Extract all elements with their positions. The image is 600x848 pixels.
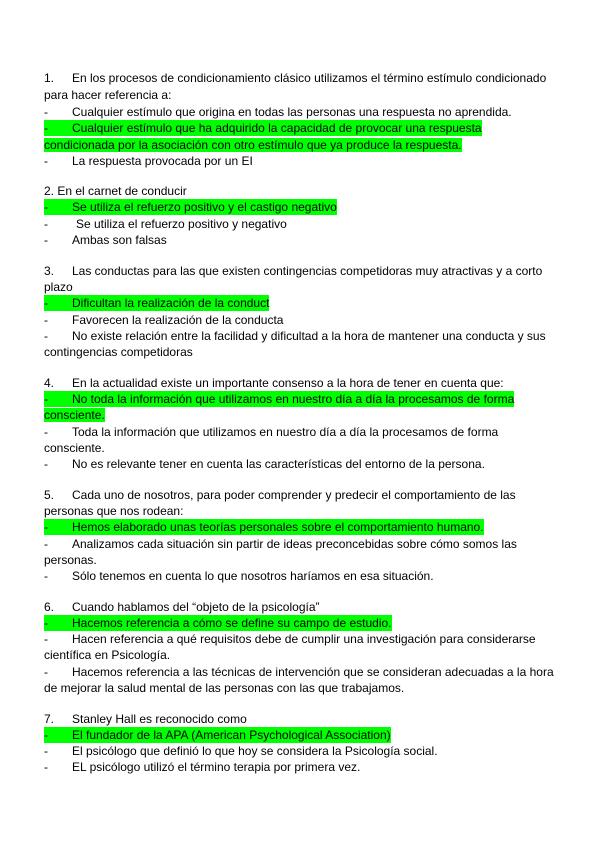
option-text: Ambas son falsas <box>72 233 167 247</box>
option-text: Toda la información que utilizamos en nuestro día a día la procesamos de forma <box>72 425 499 439</box>
option-text: consciente. <box>44 441 105 455</box>
bullet-marker: - <box>44 313 48 327</box>
bullet-marker: - <box>44 233 48 247</box>
bullet-marker: - <box>44 727 72 743</box>
q1-stem-cont <box>44 87 171 103</box>
option-text: Hacemos referencia a las técnicas de intervención que se consideran adecuadas a la hora <box>72 665 554 679</box>
option-text: Se utiliza el refuerzo positivo y negativo <box>76 217 287 231</box>
option-text: No existe relación entre la facilidad y dificultad a la hora de mantener una conducta y sus <box>72 329 546 343</box>
q5-option-b-cont <box>44 552 97 568</box>
option-text: Analizamos cada situación sin partir de ideas preconcebidas sobre cómo somos las <box>72 537 517 551</box>
bullet-marker: - <box>44 457 48 471</box>
q5-stem-cont <box>44 503 183 519</box>
bullet-marker: - <box>44 569 48 583</box>
q5-number: 5. <box>44 488 55 502</box>
bullet-marker: - <box>44 154 48 168</box>
option-text-highlighted: condicionada por la asociación con otro estímulo que ya produce la respuesta. <box>44 138 462 152</box>
q7-number: 7. <box>44 712 55 726</box>
option-text: El psicólogo que definió lo que hoy se considera la Psicología social. <box>72 744 438 758</box>
q4-stem-line: En la actualidad existe un importante consenso a la hora de tener en cuenta que: <box>72 376 504 390</box>
q1-option-b-cont <box>44 137 462 153</box>
bullet-marker: - <box>44 519 72 535</box>
bullet-marker: - <box>44 744 48 758</box>
option-text-highlighted: No toda la información que utilizamos en nuestro día a día la procesamos de forma <box>72 392 515 406</box>
option-text-highlighted: Se utiliza el refuerzo positivo y el castigo negativo <box>72 200 337 214</box>
q5-stem-line: Cada uno de nosotros, para poder comprender y predecir el comportamiento de las <box>72 488 516 502</box>
bullet-marker: - <box>44 425 48 439</box>
q4-number: 4. <box>44 376 55 390</box>
option-text-highlighted: Cualquier estímulo que ha adquirido la capacidad de provocar una respuesta <box>72 121 482 135</box>
q1-number: 1. <box>44 71 55 85</box>
option-text-highlighted: Hacemos referencia a cómo se define su campo de estudio. <box>72 616 392 630</box>
q3-number: 3. <box>44 264 55 278</box>
bullet-marker: - <box>44 329 48 343</box>
bullet-marker: - <box>44 217 48 231</box>
bullet-marker: - <box>44 615 72 631</box>
q2-stem-line: En el carnet de conducir <box>57 184 187 198</box>
bullet-marker: - <box>44 537 48 551</box>
q3-option-c-cont <box>44 344 193 360</box>
q2-stem <box>44 183 187 199</box>
bullet-marker: - <box>44 295 72 311</box>
q1-stem-line: En los procesos de condicionamiento clásico utilizamos el término estímulo condicionado <box>72 71 547 85</box>
option-text: científica en Psicología. <box>44 648 171 662</box>
bullet-marker: - <box>44 632 48 646</box>
q4-option-b-cont <box>44 440 105 456</box>
option-text: de mejorar la salud mental de las personas con las que trabajamos. <box>44 681 405 695</box>
bullet-marker: - <box>44 665 48 679</box>
q3-stem-cont <box>44 279 73 295</box>
option-text: Favorecen la realización de la conducta <box>72 313 284 327</box>
q2-number: 2. <box>44 184 55 198</box>
q3-stem-line: Las conductas para las que existen contingencias competidoras muy atractivas y a corto <box>72 264 543 278</box>
q1-stem-line: para hacer referencia a: <box>44 88 172 102</box>
q4-option-a-cont <box>44 407 105 423</box>
option-text: Sólo tenemos en cuenta lo que nosotros haríamos en esa situación. <box>72 569 434 583</box>
option-text-highlighted: consciente. <box>44 408 105 422</box>
bullet-marker: - <box>44 105 48 119</box>
option-text: No es relevante tener en cuenta las características del entorno de la persona. <box>72 457 485 471</box>
option-text-highlighted: Hemos elaborado unas teorías personales sobre el comportamiento humano. <box>72 520 484 534</box>
bullet-marker: - <box>44 120 72 136</box>
q6-number: 6. <box>44 600 55 614</box>
q3-stem-line: plazo <box>44 280 73 294</box>
option-text: contingencias competidoras <box>44 345 193 359</box>
option-text: La respuesta provocada por un EI <box>72 154 253 168</box>
option-text: EL psicólogo utilizó el término terapia por primera vez. <box>72 760 361 774</box>
bullet-marker: - <box>44 199 72 215</box>
option-text: personas. <box>44 553 97 567</box>
bullet-marker: - <box>44 760 48 774</box>
q5-stem-line: personas que nos rodean: <box>44 504 184 518</box>
q1-option-b <box>44 120 488 136</box>
q6-option-c-cont <box>44 680 404 696</box>
option-text-highlighted: El fundador de la APA (American Psychological Association) <box>72 728 391 742</box>
option-text-highlighted: Dificultan la realización de la conduct <box>72 296 270 310</box>
q7-stem-line: Stanley Hall es reconocido como <box>72 712 247 726</box>
q6-option-b-cont <box>44 647 170 663</box>
q6-stem-line: Cuando hablamos del “objeto de la psicología” <box>72 600 320 614</box>
option-text: Hacen referencia a qué requisitos debe de cumplir una investigación para considerarse <box>72 632 536 646</box>
option-text: Cualquier estímulo que origina en todas las personas una respuesta no aprendida. <box>72 105 512 119</box>
bullet-marker: - <box>44 391 72 407</box>
